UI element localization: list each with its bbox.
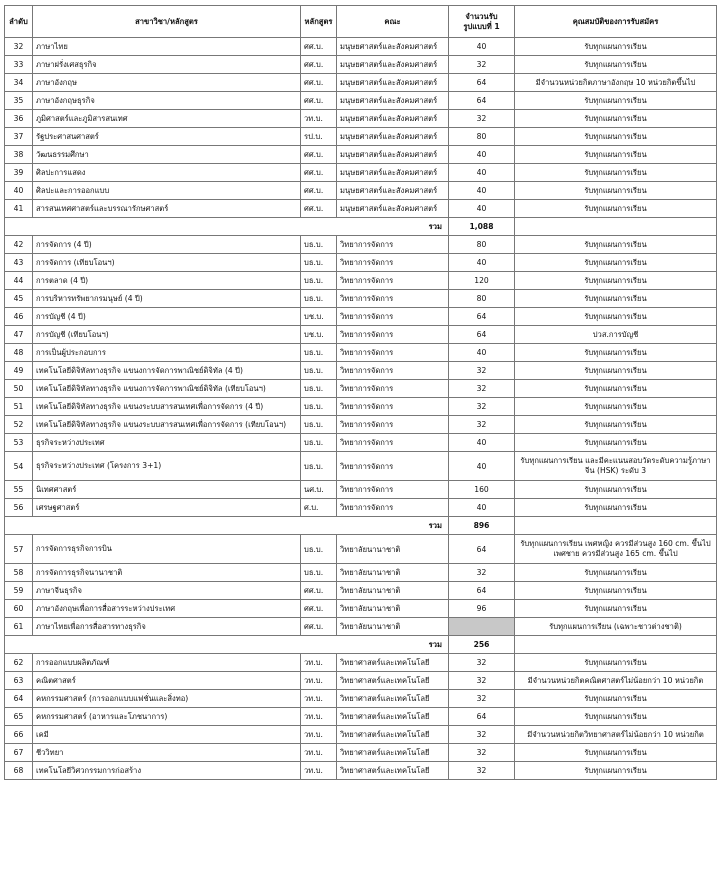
row-number: 66 [5, 726, 33, 744]
total-value: 256 [449, 636, 515, 654]
table-row [5, 308, 717, 326]
program-name: ภาษาไทย [33, 38, 301, 56]
program-name: ธุรกิจระหว่างประเทศ [33, 434, 301, 452]
table-row [5, 362, 717, 380]
table-row [5, 708, 717, 726]
program-name: การเป็นผู้ประกอบการ [33, 344, 301, 362]
table-row [5, 110, 717, 128]
faculty-name: วิทยาศาสตร์และเทคโนโลยี [337, 690, 449, 708]
table-row [5, 344, 717, 362]
program-name: ภาษาอังกฤษ [33, 74, 301, 92]
quota-value: 32 [449, 672, 515, 690]
header-quota-line1: จำนวนรับ [465, 11, 498, 21]
row-number: 52 [5, 416, 33, 434]
quota-value: 96 [449, 600, 515, 618]
row-number: 34 [5, 74, 33, 92]
row-number: 50 [5, 380, 33, 398]
quota-value: 40 [449, 434, 515, 452]
program-name: การบัญชี (4 ปี) [33, 308, 301, 326]
program-name: การจัดการธุรกิจนานาชาติ [33, 564, 301, 582]
degree-abbr: บช.บ. [301, 308, 337, 326]
qualification-text: มีจำนวนหน่วยกิตภาษาอังกฤษ 10 หน่วยกิตขึ้นไป [515, 74, 717, 92]
table-header-row [5, 6, 717, 38]
header-qualification: คุณสมบัติของการรับสมัคร [515, 6, 717, 38]
quota-value: 32 [449, 362, 515, 380]
total-blank [515, 636, 717, 654]
faculty-name: วิทยาการจัดการ [337, 344, 449, 362]
degree-abbr: บธ.บ. [301, 398, 337, 416]
header-faculty: คณะ [337, 6, 449, 38]
row-number: 46 [5, 308, 33, 326]
table-row [5, 654, 717, 672]
header-program: สาขาวิชา/หลักสูตร [33, 6, 301, 38]
row-number: 42 [5, 236, 33, 254]
table-row [5, 499, 717, 517]
table-row [5, 452, 717, 481]
degree-abbr: ศศ.บ. [301, 200, 337, 218]
degree-abbr: บธ.บ. [301, 272, 337, 290]
row-number: 58 [5, 564, 33, 582]
qualification-text: รับทุกแผนการเรียน (เฉพาะชาวต่างชาติ) [515, 618, 717, 636]
row-number: 40 [5, 182, 33, 200]
qualification-text: รับทุกแผนการเรียน [515, 600, 717, 618]
faculty-name: วิทยาลัยนานาชาติ [337, 600, 449, 618]
quota-value: 64 [449, 308, 515, 326]
table-row [5, 128, 717, 146]
qualification-text: รับทุกแผนการเรียน เพศหญิง ควรมีส่วนสูง 160 cm. ขึ้นไป เพศชาย ควรมีส่วนสูง 165 cm. ขึ้นไป [515, 535, 717, 564]
faculty-name: มนุษยศาสตร์และสังคมศาสตร์ [337, 110, 449, 128]
total-label: รวม [5, 218, 449, 236]
qualification-text: รับทุกแผนการเรียน [515, 481, 717, 499]
faculty-name: มนุษยศาสตร์และสังคมศาสตร์ [337, 164, 449, 182]
program-name: การออกแบบผลิตภัณฑ์ [33, 654, 301, 672]
row-number: 67 [5, 744, 33, 762]
qualification-text: รับทุกแผนการเรียน [515, 362, 717, 380]
row-number: 36 [5, 110, 33, 128]
table-row [5, 236, 717, 254]
faculty-name: มนุษยศาสตร์และสังคมศาสตร์ [337, 38, 449, 56]
program-name: เทคโนโลยีดิจิทัลทางธุรกิจ แขนงระบบสารสนเทศเพื่อการจัดการ (4 ปี) [33, 398, 301, 416]
faculty-name: วิทยาการจัดการ [337, 326, 449, 344]
faculty-name: วิทยาการจัดการ [337, 236, 449, 254]
row-number: 32 [5, 38, 33, 56]
qualification-text: รับทุกแผนการเรียน [515, 654, 717, 672]
table-row [5, 726, 717, 744]
program-name: คณิตศาสตร์ [33, 672, 301, 690]
program-name: ภาษาฝรั่งเศสธุรกิจ [33, 56, 301, 74]
qualification-text: รับทุกแผนการเรียน [515, 200, 717, 218]
faculty-name: วิทยาศาสตร์และเทคโนโลยี [337, 654, 449, 672]
table-row [5, 672, 717, 690]
row-number: 35 [5, 92, 33, 110]
quota-value: 32 [449, 654, 515, 672]
faculty-name: วิทยาการจัดการ [337, 481, 449, 499]
row-number: 43 [5, 254, 33, 272]
degree-abbr: บธ.บ. [301, 362, 337, 380]
total-blank [515, 517, 717, 535]
table-row [5, 762, 717, 780]
quota-value: 40 [449, 452, 515, 481]
quota-value: 32 [449, 398, 515, 416]
degree-abbr: นศ.บ. [301, 481, 337, 499]
program-name: การจัดการ (เทียบโอนฯ) [33, 254, 301, 272]
faculty-name: วิทยาการจัดการ [337, 398, 449, 416]
table-row [5, 618, 717, 636]
total-row [5, 218, 717, 236]
degree-abbr: วท.บ. [301, 110, 337, 128]
program-name: คหกรรมศาสตร์ (การออกแบบแฟชั่นและสิ่งทอ) [33, 690, 301, 708]
admission-table-sheet [4, 5, 717, 780]
total-row [5, 517, 717, 535]
row-number: 56 [5, 499, 33, 517]
header-quota [449, 6, 515, 38]
qualification-text: รับทุกแผนการเรียน [515, 308, 717, 326]
total-label: รวม [5, 636, 449, 654]
faculty-name: วิทยาลัยนานาชาติ [337, 564, 449, 582]
quota-value: 40 [449, 164, 515, 182]
quota-value: 32 [449, 110, 515, 128]
qualification-text: รับทุกแผนการเรียน [515, 398, 717, 416]
table-row [5, 564, 717, 582]
quota-value: 32 [449, 416, 515, 434]
quota-value: 120 [449, 272, 515, 290]
degree-abbr: วท.บ. [301, 726, 337, 744]
qualification-text: รับทุกแผนการเรียน [515, 690, 717, 708]
qualification-text: มีจำนวนหน่วยกิตวิทยาศาสตร์ไม่น้อยกว่า 10 หน่วยกิต [515, 726, 717, 744]
program-name: เทคโนโลยีดิจิทัลทางธุรกิจ แขนงการจัดการพาณิชย์ดิจิทัล (4 ปี) [33, 362, 301, 380]
quota-value: 80 [449, 128, 515, 146]
degree-abbr: บธ.บ. [301, 416, 337, 434]
table-row [5, 535, 717, 564]
program-name: ชีววิทยา [33, 744, 301, 762]
quota-value: 40 [449, 38, 515, 56]
table-row [5, 744, 717, 762]
row-number: 38 [5, 146, 33, 164]
degree-abbr: ศศ.บ. [301, 38, 337, 56]
table-row [5, 254, 717, 272]
quota-value: 160 [449, 481, 515, 499]
program-name: นิเทศศาสตร์ [33, 481, 301, 499]
faculty-name: วิทยาการจัดการ [337, 434, 449, 452]
table-row [5, 272, 717, 290]
program-name: ภาษาจีนธุรกิจ [33, 582, 301, 600]
program-name: ธุรกิจระหว่างประเทศ (โครงการ 3+1) [33, 452, 301, 481]
degree-abbr: ศศ.บ. [301, 582, 337, 600]
qualification-text: รับทุกแผนการเรียน [515, 128, 717, 146]
qualification-text: รับทุกแผนการเรียน [515, 416, 717, 434]
faculty-name: มนุษยศาสตร์และสังคมศาสตร์ [337, 92, 449, 110]
row-number: 49 [5, 362, 33, 380]
table-row [5, 380, 717, 398]
degree-abbr: บธ.บ. [301, 535, 337, 564]
table-row [5, 582, 717, 600]
program-name: การบริหารทรัพยากรมนุษย์ (4 ปี) [33, 290, 301, 308]
table-row [5, 56, 717, 74]
degree-abbr: ศศ.บ. [301, 618, 337, 636]
degree-abbr: บธ.บ. [301, 254, 337, 272]
qualification-text: รับทุกแผนการเรียน [515, 272, 717, 290]
faculty-name: วิทยาการจัดการ [337, 290, 449, 308]
program-name: ภูมิศาสตร์และภูมิสารสนเทศ [33, 110, 301, 128]
table-row [5, 600, 717, 618]
degree-abbr: วท.บ. [301, 672, 337, 690]
degree-abbr: รป.บ. [301, 128, 337, 146]
faculty-name: วิทยาการจัดการ [337, 380, 449, 398]
program-name: การบัญชี (เทียบโอนฯ) [33, 326, 301, 344]
qualification-text: รับทุกแผนการเรียน [515, 290, 717, 308]
program-name: รัฐประศาสนศาสตร์ [33, 128, 301, 146]
faculty-name: มนุษยศาสตร์และสังคมศาสตร์ [337, 182, 449, 200]
table-row [5, 200, 717, 218]
table-row [5, 182, 717, 200]
program-name: การจัดการธุรกิจการบิน [33, 535, 301, 564]
quota-value: 40 [449, 146, 515, 164]
quota-value: 32 [449, 690, 515, 708]
table-body [5, 38, 717, 780]
degree-abbr: บธ.บ. [301, 434, 337, 452]
degree-abbr: บช.บ. [301, 326, 337, 344]
row-number: 68 [5, 762, 33, 780]
total-value: 1,088 [449, 218, 515, 236]
faculty-name: มนุษยศาสตร์และสังคมศาสตร์ [337, 128, 449, 146]
quota-value: 32 [449, 56, 515, 74]
row-number: 57 [5, 535, 33, 564]
row-number: 45 [5, 290, 33, 308]
program-name: เศรษฐศาสตร์ [33, 499, 301, 517]
header-no: ลำดับ [5, 6, 33, 38]
program-name: ภาษาอังกฤษธุรกิจ [33, 92, 301, 110]
quota-value: 40 [449, 182, 515, 200]
row-number: 63 [5, 672, 33, 690]
faculty-name: วิทยาการจัดการ [337, 362, 449, 380]
degree-abbr: ศศ.บ. [301, 92, 337, 110]
row-number: 61 [5, 618, 33, 636]
quota-value: 32 [449, 380, 515, 398]
quota-value: 64 [449, 74, 515, 92]
table-row [5, 290, 717, 308]
table-row [5, 326, 717, 344]
qualification-text: รับทุกแผนการเรียน [515, 434, 717, 452]
table-row [5, 416, 717, 434]
faculty-name: วิทยาลัยนานาชาติ [337, 535, 449, 564]
program-name: เทคโนโลยีดิจิทัลทางธุรกิจ แขนงระบบสารสนเทศเพื่อการจัดการ (เทียบโอนฯ) [33, 416, 301, 434]
qualification-text: รับทุกแผนการเรียน [515, 146, 717, 164]
qualification-text: รับทุกแผนการเรียน [515, 380, 717, 398]
row-number: 37 [5, 128, 33, 146]
row-number: 44 [5, 272, 33, 290]
program-name: เทคโนโลยีดิจิทัลทางธุรกิจ แขนงการจัดการพาณิชย์ดิจิทัล (เทียบโอนฯ) [33, 380, 301, 398]
quota-value: 32 [449, 744, 515, 762]
degree-abbr: บธ.บ. [301, 452, 337, 481]
faculty-name: วิทยาการจัดการ [337, 308, 449, 326]
qualification-text: รับทุกแผนการเรียน [515, 110, 717, 128]
table-row [5, 434, 717, 452]
qualification-text: รับทุกแผนการเรียน [515, 744, 717, 762]
degree-abbr: ศ.บ. [301, 499, 337, 517]
degree-abbr: ศศ.บ. [301, 146, 337, 164]
degree-abbr: บธ.บ. [301, 380, 337, 398]
qualification-text: รับทุกแผนการเรียน [515, 164, 717, 182]
row-number: 33 [5, 56, 33, 74]
row-number: 55 [5, 481, 33, 499]
quota-value: 64 [449, 708, 515, 726]
faculty-name: มนุษยศาสตร์และสังคมศาสตร์ [337, 146, 449, 164]
faculty-name: วิทยาการจัดการ [337, 452, 449, 481]
qualification-text: รับทุกแผนการเรียน [515, 344, 717, 362]
quota-value: 80 [449, 290, 515, 308]
qualification-text: รับทุกแผนการเรียน [515, 56, 717, 74]
faculty-name: มนุษยศาสตร์และสังคมศาสตร์ [337, 56, 449, 74]
degree-abbr: วท.บ. [301, 654, 337, 672]
table-row [5, 164, 717, 182]
program-name: ศิลปะการแสดง [33, 164, 301, 182]
faculty-name: วิทยาลัยนานาชาติ [337, 582, 449, 600]
quota-value [449, 618, 515, 636]
header-degree: หลักสูตร [301, 6, 337, 38]
qualification-text: มีจำนวนหน่วยกิตคณิตศาสตร์ไม่น้อยกว่า 10 หน่วยกิต [515, 672, 717, 690]
quota-value: 32 [449, 726, 515, 744]
faculty-name: วิทยาศาสตร์และเทคโนโลยี [337, 708, 449, 726]
degree-abbr: วท.บ. [301, 744, 337, 762]
program-name: การจัดการ (4 ปี) [33, 236, 301, 254]
program-name: เคมี [33, 726, 301, 744]
degree-abbr: วท.บ. [301, 690, 337, 708]
faculty-name: วิทยาศาสตร์และเทคโนโลยี [337, 726, 449, 744]
quota-value: 40 [449, 499, 515, 517]
degree-abbr: ศศ.บ. [301, 600, 337, 618]
qualification-text: รับทุกแผนการเรียน [515, 182, 717, 200]
row-number: 64 [5, 690, 33, 708]
degree-abbr: วท.บ. [301, 708, 337, 726]
qualification-text: รับทุกแผนการเรียน [515, 38, 717, 56]
program-name: วัฒนธรรมศึกษา [33, 146, 301, 164]
degree-abbr: ศศ.บ. [301, 182, 337, 200]
row-number: 53 [5, 434, 33, 452]
row-number: 65 [5, 708, 33, 726]
row-number: 62 [5, 654, 33, 672]
program-name: คหกรรมศาสตร์ (อาหารและโภชนาการ) [33, 708, 301, 726]
degree-abbr: ศศ.บ. [301, 56, 337, 74]
total-label: รวม [5, 517, 449, 535]
degree-abbr: ศศ.บ. [301, 164, 337, 182]
qualification-text: ปวส.การบัญชี [515, 326, 717, 344]
degree-abbr: บธ.บ. [301, 564, 337, 582]
quota-value: 64 [449, 92, 515, 110]
degree-abbr: บธ.บ. [301, 236, 337, 254]
quota-value: 40 [449, 254, 515, 272]
total-value: 896 [449, 517, 515, 535]
degree-abbr: บธ.บ. [301, 344, 337, 362]
row-number: 47 [5, 326, 33, 344]
faculty-name: วิทยาศาสตร์และเทคโนโลยี [337, 744, 449, 762]
qualification-text: รับทุกแผนการเรียน [515, 254, 717, 272]
qualification-text: รับทุกแผนการเรียน [515, 564, 717, 582]
quota-value: 40 [449, 200, 515, 218]
table-row [5, 74, 717, 92]
program-name: การตลาด (4 ปี) [33, 272, 301, 290]
program-name: ศิลปะและการออกแบบ [33, 182, 301, 200]
row-number: 41 [5, 200, 33, 218]
faculty-name: วิทยาการจัดการ [337, 272, 449, 290]
quota-value: 64 [449, 535, 515, 564]
qualification-text: รับทุกแผนการเรียน [515, 582, 717, 600]
row-number: 48 [5, 344, 33, 362]
quota-value: 40 [449, 344, 515, 362]
header-quota-line2: รูปแบบที่ 1 [463, 21, 500, 31]
program-name: ภาษาอังกฤษเพื่อการสื่อสารระหว่างประเทศ [33, 600, 301, 618]
faculty-name: วิทยาลัยนานาชาติ [337, 618, 449, 636]
row-number: 51 [5, 398, 33, 416]
faculty-name: วิทยาการจัดการ [337, 416, 449, 434]
row-number: 39 [5, 164, 33, 182]
degree-abbr: ศศ.บ. [301, 74, 337, 92]
quota-value: 64 [449, 326, 515, 344]
qualification-text: รับทุกแผนการเรียน [515, 236, 717, 254]
faculty-name: วิทยาศาสตร์และเทคโนโลยี [337, 762, 449, 780]
quota-value: 32 [449, 762, 515, 780]
faculty-name: วิทยาการจัดการ [337, 254, 449, 272]
faculty-name: วิทยาศาสตร์และเทคโนโลยี [337, 672, 449, 690]
program-name: เทคโนโลยีวิศวกรรมการก่อสร้าง [33, 762, 301, 780]
table-row [5, 481, 717, 499]
table-row [5, 92, 717, 110]
faculty-name: มนุษยศาสตร์และสังคมศาสตร์ [337, 74, 449, 92]
table-row [5, 398, 717, 416]
qualification-text: รับทุกแผนการเรียน และมีคะแนนสอบวัดระดับความรู้ภาษาจีน (HSK) ระดับ 3 [515, 452, 717, 481]
qualification-text: รับทุกแผนการเรียน [515, 762, 717, 780]
program-name: ภาษาไทยเพื่อการสื่อสารทางธุรกิจ [33, 618, 301, 636]
quota-value: 64 [449, 582, 515, 600]
total-blank [515, 218, 717, 236]
total-row [5, 636, 717, 654]
program-name: สารสนเทศศาสตร์และบรรณารักษศาสตร์ [33, 200, 301, 218]
degree-abbr: บธ.บ. [301, 290, 337, 308]
quota-value: 32 [449, 564, 515, 582]
degree-abbr: วท.บ. [301, 762, 337, 780]
qualification-text: รับทุกแผนการเรียน [515, 708, 717, 726]
row-number: 59 [5, 582, 33, 600]
quota-value: 80 [449, 236, 515, 254]
qualification-text: รับทุกแผนการเรียน [515, 92, 717, 110]
qualification-text: รับทุกแผนการเรียน [515, 499, 717, 517]
row-number: 54 [5, 452, 33, 481]
table-row [5, 146, 717, 164]
row-number: 60 [5, 600, 33, 618]
table-row [5, 690, 717, 708]
faculty-name: วิทยาการจัดการ [337, 499, 449, 517]
admission-table [4, 5, 717, 780]
table-row [5, 38, 717, 56]
faculty-name: มนุษยศาสตร์และสังคมศาสตร์ [337, 200, 449, 218]
